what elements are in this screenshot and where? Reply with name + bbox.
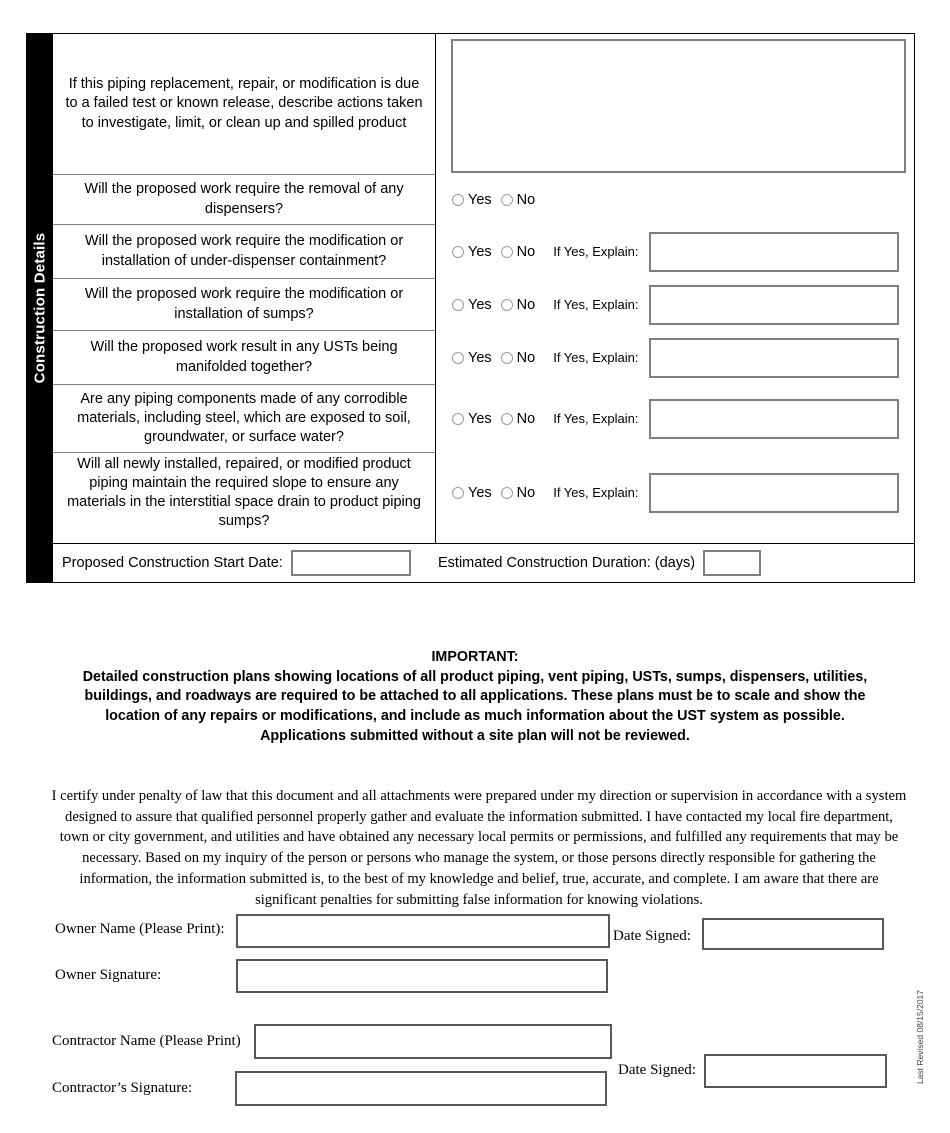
radio-circle-icon: [452, 299, 464, 311]
important-notice: [50, 648, 900, 747]
answers-column: [436, 34, 914, 543]
important-line-2: buildings, and roadways are required to be attached to all applications. These plans must be to scale and show the: [84, 688, 866, 705]
radio-group-corrodible-materials: [452, 411, 535, 427]
revision-stamp-text: Last Revised 08/15/2017: [915, 989, 925, 1085]
contractor-signature-label: Contractor’s Signature:: [52, 1080, 193, 1096]
radio-label-no: No: [516, 296, 536, 313]
owner-name-input[interactable]: [236, 914, 610, 948]
spill-actions-textarea[interactable]: [451, 39, 906, 173]
radio-group-dispenser-removal: [452, 192, 535, 208]
radio-under-dispenser-containment-yes[interactable]: [452, 244, 492, 260]
radio-label-no: No: [516, 410, 536, 427]
radio-label-yes: Yes: [468, 349, 492, 366]
construction-details-body: [53, 34, 914, 582]
radio-piping-slope-yes[interactable]: [452, 485, 492, 501]
radio-circle-icon: [452, 352, 464, 364]
explain-input-piping-slope[interactable]: [649, 473, 899, 513]
owner-signature-input[interactable]: [236, 959, 608, 993]
radio-label-yes: Yes: [468, 410, 492, 427]
construction-details-section: [26, 33, 915, 583]
contractor-name-input[interactable]: [254, 1024, 612, 1059]
important-line-4: Applications submitted without a site plan will not be reviewed.: [260, 727, 690, 744]
radio-under-dispenser-containment-no[interactable]: [501, 244, 536, 260]
explain-label-corrodible-materials: If Yes, Explain:: [553, 411, 639, 426]
radio-circle-icon: [501, 299, 513, 311]
radio-corrodible-materials-yes[interactable]: [452, 411, 492, 427]
explain-input-under-dispenser-containment[interactable]: [649, 232, 899, 272]
explain-label-sumps: If Yes, Explain:: [553, 297, 639, 312]
radio-label-yes: Yes: [468, 243, 492, 260]
duration-input[interactable]: [703, 550, 761, 576]
radio-label-no: No: [516, 243, 536, 260]
radio-sumps-no[interactable]: [501, 297, 536, 313]
questions-column: [53, 34, 436, 543]
contractor-signature-input[interactable]: [235, 1071, 607, 1106]
owner-signature-label: Owner Signature:: [55, 967, 162, 983]
answer-cell-sumps: [436, 279, 914, 331]
radio-sumps-yes[interactable]: [452, 297, 492, 313]
construction-details-grid: [53, 34, 914, 543]
start-date-group: [53, 550, 436, 576]
answer-cell-manifolded-usts: [436, 331, 914, 385]
radio-label-yes: Yes: [468, 484, 492, 501]
question-cell-under-dispenser-containment: Will the proposed work require the modification or installation of under-dispenser containment?: [53, 225, 435, 279]
contractor-date-signed-input[interactable]: [704, 1054, 887, 1088]
radio-group-under-dispenser-containment: [452, 244, 535, 260]
radio-manifolded-usts-yes[interactable]: [452, 350, 492, 366]
radio-dispenser-removal-no[interactable]: [501, 192, 536, 208]
radio-group-sumps: [452, 297, 535, 313]
radio-manifolded-usts-no[interactable]: [501, 350, 536, 366]
question-cell-spill-actions: If this piping replacement, repair, or modification is due to a failed test or known release, describe actions taken to investigate, limit, or clean up and spilled product: [53, 34, 435, 175]
radio-circle-icon: [452, 246, 464, 258]
duration-group: [436, 550, 914, 576]
radio-circle-icon: [452, 194, 464, 206]
radio-group-manifolded-usts: [452, 350, 535, 366]
radio-circle-icon: [501, 194, 513, 206]
radio-dispenser-removal-yes[interactable]: [452, 192, 492, 208]
radio-label-yes: Yes: [468, 296, 492, 313]
start-date-input[interactable]: [291, 550, 411, 576]
answer-cell-corrodible-materials: [436, 385, 914, 453]
duration-label: Estimated Construction Duration: (days): [438, 555, 696, 571]
question-cell-corrodible-materials: Are any piping components made of any corrodible materials, including steel, which are exposed to soil, groundwater, or surface water?: [53, 385, 435, 453]
radio-group-piping-slope: [452, 485, 535, 501]
explain-input-corrodible-materials[interactable]: [649, 399, 899, 439]
radio-circle-icon: [452, 413, 464, 425]
radio-corrodible-materials-no[interactable]: [501, 411, 536, 427]
construction-details-vertical-label: Construction Details: [31, 232, 49, 384]
contractor-name-label: Contractor Name (Please Print): [52, 1033, 241, 1049]
important-line-1: Detailed construction plans showing locations of all product piping, vent piping, USTs, sumps, dispensers, utilities,: [82, 668, 868, 685]
radio-label-no: No: [516, 191, 536, 208]
question-cell-dispenser-removal: Will the proposed work require the removal of any dispensers?: [53, 175, 435, 225]
radio-label-yes: Yes: [468, 191, 492, 208]
important-heading: IMPORTANT:: [431, 649, 519, 665]
question-cell-sumps: Will the proposed work require the modification or installation of sumps?: [53, 279, 435, 331]
explain-label-piping-slope: If Yes, Explain:: [553, 485, 639, 500]
answer-cell-under-dispenser-containment: [436, 225, 914, 279]
construction-details-sidebar: [27, 34, 53, 582]
question-cell-manifolded-usts: Will the proposed work result in any USTs being manifolded together?: [53, 331, 435, 385]
revision-stamp: [913, 982, 927, 1092]
owner-name-label: Owner Name (Please Print):: [55, 921, 225, 937]
explain-label-under-dispenser-containment: If Yes, Explain:: [553, 244, 639, 259]
owner-date-signed-input[interactable]: [702, 918, 884, 950]
question-cell-piping-slope: Will all newly installed, repaired, or modified product piping maintain the required slope to ensure any materials in the interstitial space drain to product piping sumps?: [67, 455, 421, 530]
explain-label-manifolded-usts: If Yes, Explain:: [553, 350, 639, 365]
radio-circle-icon: [501, 352, 513, 364]
construction-dates-row: [53, 543, 914, 582]
radio-label-no: No: [516, 484, 536, 501]
radio-circle-icon: [452, 487, 464, 499]
explain-input-manifolded-usts[interactable]: [649, 338, 899, 378]
start-date-label: Proposed Construction Start Date:: [62, 555, 283, 571]
radio-circle-icon: [501, 413, 513, 425]
answer-cell-spill-actions: [436, 34, 914, 175]
explain-input-sumps[interactable]: [649, 285, 899, 325]
certification-statement: I certify under penalty of law that this document and all attachments were prepared under my direction or supervision in accordance with a system designed to assure that qualified personnel properly gather and evaluate the information submitted. I have contacted my local fire department, town or city government, and utilities and have obtained any necessary local permits or permissions, and fulfilled any requirements that may be necessary. Based on my inquiry of the person or persons who manage the system, or those persons directly responsible for gathering the information, the information submitted is, to the best of my knowledge and belief, true, accurate, and complete. I am aware that there are significant penalties for submitting false information for knowing violations.: [51, 788, 907, 908]
owner-date-signed-label: Date Signed:: [613, 928, 691, 944]
radio-piping-slope-no[interactable]: [501, 485, 536, 501]
answer-cell-dispenser-removal: [436, 175, 914, 225]
radio-circle-icon: [501, 246, 513, 258]
answer-cell-piping-slope: [436, 453, 914, 533]
radio-circle-icon: [501, 487, 513, 499]
radio-label-no: No: [516, 349, 536, 366]
important-line-3: location of any repairs or modifications, and include as much information about the UST system as possible.: [105, 708, 845, 725]
contractor-date-signed-label: Date Signed:: [618, 1062, 696, 1078]
